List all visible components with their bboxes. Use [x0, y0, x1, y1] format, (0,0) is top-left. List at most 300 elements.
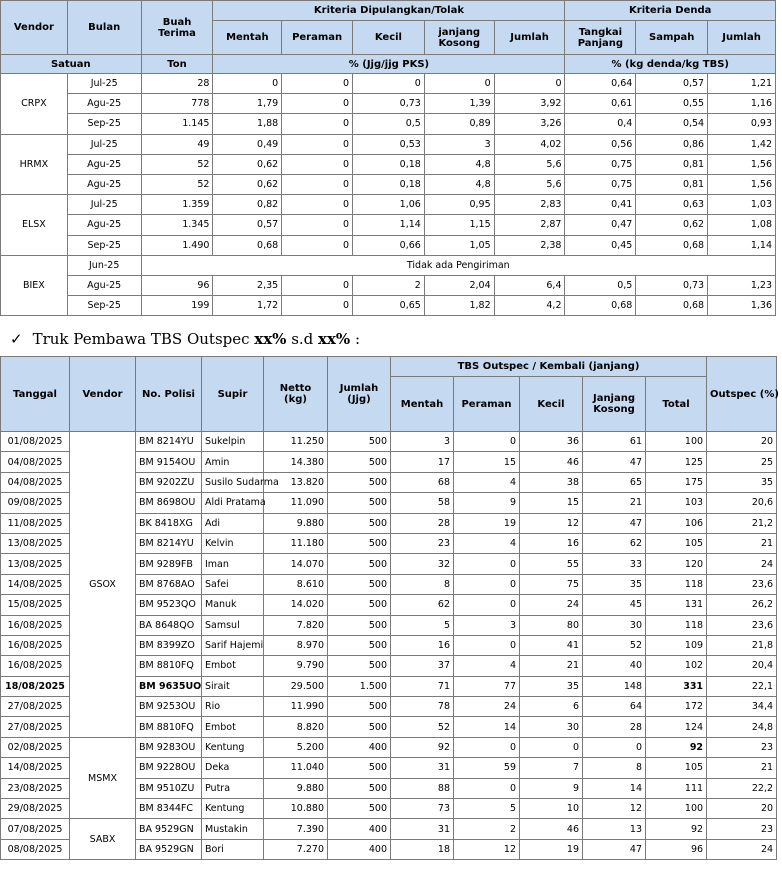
value-cell: 0: [282, 235, 353, 255]
value-cell: 7.820: [264, 615, 328, 635]
value-cell: 28: [141, 74, 213, 94]
driver-cell: Kelvin: [202, 533, 264, 553]
plate-cell: BM 9523QO: [136, 595, 202, 615]
value-cell: 0,81: [636, 154, 708, 174]
value-cell: 1,72: [213, 296, 282, 316]
value-cell: 0,5: [565, 275, 636, 295]
value-cell: 0,57: [213, 215, 282, 235]
value-cell: 17: [391, 452, 454, 472]
value-cell: 0: [282, 154, 353, 174]
value-cell: 0,82: [213, 195, 282, 215]
value-cell: 0: [282, 114, 353, 134]
value-cell: 0: [454, 778, 520, 798]
value-cell: 47: [583, 513, 646, 533]
value-cell: 29.500: [264, 676, 328, 696]
value-cell: 0,93: [708, 114, 776, 134]
value-cell: 1,82: [424, 296, 494, 316]
value-cell: 4: [454, 656, 520, 676]
section-caption: ✓ Truk Pembawa TBS Outspec xx% s.d xx% :: [10, 330, 361, 348]
value-cell: 14: [454, 717, 520, 737]
value-cell: 0: [454, 635, 520, 655]
vendor-name: HRMX: [1, 134, 68, 195]
value-cell: 0: [583, 737, 646, 757]
header-kriteria-denda: Kriteria Denda: [565, 1, 776, 21]
driver-cell: Amin: [202, 452, 264, 472]
rejection-criteria-table: [0, 0, 776, 316]
value-cell: 500: [328, 452, 391, 472]
value-cell: 0: [282, 74, 353, 94]
value-cell: 58: [391, 493, 454, 513]
value-cell: 0,89: [424, 114, 494, 134]
value-cell: 0: [454, 432, 520, 452]
value-cell: 500: [328, 432, 391, 452]
value-cell: 32: [391, 554, 454, 574]
value-cell: 109: [646, 635, 707, 655]
month-cell: Agu-25: [67, 215, 141, 235]
value-cell: 12: [454, 839, 520, 859]
value-cell: 80: [520, 615, 583, 635]
date-cell: 01/08/2025: [1, 432, 70, 452]
value-cell: 500: [328, 574, 391, 594]
col-mentah: Mentah: [391, 377, 454, 432]
date-cell: 09/08/2025: [1, 493, 70, 513]
col-total: Total: [646, 377, 707, 432]
header-kriteria-tolak: Kriteria Dipulangkan/Tolak: [213, 1, 565, 21]
value-cell: 55: [520, 554, 583, 574]
value-cell: 8: [391, 574, 454, 594]
value-cell: 3: [424, 134, 494, 154]
value-cell: 0,68: [565, 296, 636, 316]
value-cell: 31: [391, 758, 454, 778]
date-cell: 11/08/2025: [1, 513, 70, 533]
satuan-pct-kg: % (kg denda/kg TBS): [565, 55, 776, 74]
value-cell: 8.820: [264, 717, 328, 737]
header-tbs-outspec: TBS Outspec / Kembali (janjang): [391, 357, 707, 377]
no-delivery-note: Tidak ada Pengiriman: [141, 255, 775, 275]
value-cell: 103: [646, 493, 707, 513]
value-cell: 2,04: [424, 275, 494, 295]
value-cell: 0,41: [565, 195, 636, 215]
value-cell: 96: [141, 275, 213, 295]
value-cell: 0,65: [353, 296, 425, 316]
rejection-table-body: [1, 74, 776, 316]
value-cell: 31: [391, 819, 454, 839]
date-cell: 13/08/2025: [1, 554, 70, 574]
value-cell: 500: [328, 656, 391, 676]
vendor-name: ELSX: [1, 195, 68, 256]
value-cell: 30: [520, 717, 583, 737]
date-cell: 13/08/2025: [1, 533, 70, 553]
date-cell: 18/08/2025: [1, 676, 70, 696]
col-tangkai-panjang: Tangkai Panjang: [565, 21, 636, 55]
value-cell: 0,86: [636, 134, 708, 154]
value-cell: 0: [282, 134, 353, 154]
value-cell: 21: [707, 533, 777, 553]
value-cell: 118: [646, 615, 707, 635]
value-cell: 35: [520, 676, 583, 696]
value-cell: 0,53: [353, 134, 425, 154]
driver-cell: Kentung: [202, 799, 264, 819]
value-cell: 18: [391, 839, 454, 859]
value-cell: 125: [646, 452, 707, 472]
month-cell: Sep-25: [67, 114, 141, 134]
value-cell: 1,36: [708, 296, 776, 316]
value-cell: 118: [646, 574, 707, 594]
value-cell: 1.490: [141, 235, 213, 255]
plate-cell: BM 9635UO: [136, 676, 202, 696]
value-cell: 1,23: [708, 275, 776, 295]
value-cell: 0: [494, 74, 565, 94]
value-cell: 0,62: [213, 154, 282, 174]
value-cell: 21: [707, 758, 777, 778]
table-row: [1, 255, 776, 275]
value-cell: 331: [646, 676, 707, 696]
vendor-name: BIEX: [1, 255, 68, 316]
value-cell: 100: [646, 799, 707, 819]
value-cell: 5: [391, 615, 454, 635]
col-buah-terima: Buah Terima: [141, 1, 213, 55]
col-sampah: Sampah: [636, 21, 708, 55]
value-cell: 4: [454, 533, 520, 553]
value-cell: 62: [391, 595, 454, 615]
driver-cell: Rio: [202, 697, 264, 717]
col-jumlah-denda: Jumlah: [708, 21, 776, 55]
plate-cell: BM 9253OU: [136, 697, 202, 717]
value-cell: 45: [583, 595, 646, 615]
col-bulan: Bulan: [67, 1, 141, 55]
value-cell: 500: [328, 493, 391, 513]
value-cell: 24: [707, 839, 777, 859]
date-cell: 04/08/2025: [1, 452, 70, 472]
value-cell: 8: [583, 758, 646, 778]
value-cell: 500: [328, 799, 391, 819]
col-peraman: Peraman: [282, 21, 353, 55]
satuan-pct-jjg: % (Jjg/jjg PKS): [213, 55, 565, 74]
value-cell: 10: [520, 799, 583, 819]
driver-cell: Aldi Pratama: [202, 493, 264, 513]
value-cell: 14: [583, 778, 646, 798]
driver-cell: Kentung: [202, 737, 264, 757]
value-cell: 16: [391, 635, 454, 655]
value-cell: 4,02: [494, 134, 565, 154]
date-cell: 14/08/2025: [1, 758, 70, 778]
value-cell: 9: [454, 493, 520, 513]
value-cell: 15: [454, 452, 520, 472]
value-cell: 0,47: [565, 215, 636, 235]
value-cell: 3: [454, 615, 520, 635]
col-outspec: Outspec (%): [707, 357, 777, 432]
value-cell: 24: [520, 595, 583, 615]
value-cell: 1,14: [353, 215, 425, 235]
value-cell: 3,26: [494, 114, 565, 134]
value-cell: 1,42: [708, 134, 776, 154]
col-mentah: Mentah: [213, 21, 282, 55]
driver-cell: Susilo Sudarma: [202, 472, 264, 492]
table-row: [1, 74, 776, 94]
value-cell: 0,18: [353, 174, 425, 194]
value-cell: 12: [583, 799, 646, 819]
value-cell: 0,73: [353, 94, 425, 114]
table-row: [1, 114, 776, 134]
value-cell: 1,03: [708, 195, 776, 215]
value-cell: 0,56: [565, 134, 636, 154]
value-cell: 6,4: [494, 275, 565, 295]
value-cell: 73: [391, 799, 454, 819]
value-cell: 0,57: [636, 74, 708, 94]
month-cell: Agu-25: [67, 154, 141, 174]
satuan-ton: Ton: [141, 55, 213, 74]
value-cell: 500: [328, 635, 391, 655]
value-cell: 0,62: [636, 215, 708, 235]
value-cell: 0: [353, 74, 425, 94]
value-cell: 23: [391, 533, 454, 553]
value-cell: 8.610: [264, 574, 328, 594]
value-cell: 19: [454, 513, 520, 533]
value-cell: 102: [646, 656, 707, 676]
value-cell: 9.790: [264, 656, 328, 676]
value-cell: 71: [391, 676, 454, 696]
value-cell: 1,79: [213, 94, 282, 114]
value-cell: 19: [520, 839, 583, 859]
value-cell: 106: [646, 513, 707, 533]
vendor-name: SABX: [70, 819, 136, 860]
table-row: [1, 296, 776, 316]
value-cell: 0,75: [565, 154, 636, 174]
value-cell: 4,8: [424, 154, 494, 174]
month-cell: Jul-25: [67, 134, 141, 154]
value-cell: 38: [520, 472, 583, 492]
value-cell: 30: [583, 615, 646, 635]
date-cell: 29/08/2025: [1, 799, 70, 819]
value-cell: 7: [520, 758, 583, 778]
plate-cell: BM 8810FQ: [136, 656, 202, 676]
value-cell: 105: [646, 533, 707, 553]
month-cell: Agu-25: [67, 174, 141, 194]
value-cell: 35: [583, 574, 646, 594]
value-cell: 0,68: [636, 296, 708, 316]
value-cell: 1,88: [213, 114, 282, 134]
value-cell: 36: [520, 432, 583, 452]
driver-cell: Manuk: [202, 595, 264, 615]
date-cell: 14/08/2025: [1, 574, 70, 594]
value-cell: 400: [328, 819, 391, 839]
value-cell: 1,21: [708, 74, 776, 94]
value-cell: 1,56: [708, 154, 776, 174]
value-cell: 25: [707, 452, 777, 472]
value-cell: 23: [707, 819, 777, 839]
value-cell: 1,15: [424, 215, 494, 235]
value-cell: 1,06: [353, 195, 425, 215]
value-cell: 41: [520, 635, 583, 655]
value-cell: 23: [707, 737, 777, 757]
value-cell: 11.990: [264, 697, 328, 717]
value-cell: 14.020: [264, 595, 328, 615]
month-cell: Sep-25: [67, 296, 141, 316]
plate-cell: BM 9283OU: [136, 737, 202, 757]
value-cell: 92: [646, 819, 707, 839]
value-cell: 124: [646, 717, 707, 737]
outspec-truck-table: [0, 356, 777, 860]
value-cell: 1,16: [708, 94, 776, 114]
value-cell: 0,66: [353, 235, 425, 255]
table-row: [1, 275, 776, 295]
value-cell: 52: [391, 717, 454, 737]
col-tanggal: Tanggal: [1, 357, 70, 432]
value-cell: 120: [646, 554, 707, 574]
value-cell: 1.345: [141, 215, 213, 235]
value-cell: 0: [282, 215, 353, 235]
value-cell: 0,73: [636, 275, 708, 295]
value-cell: 111: [646, 778, 707, 798]
value-cell: 62: [583, 533, 646, 553]
value-cell: 778: [141, 94, 213, 114]
value-cell: 0: [282, 195, 353, 215]
month-cell: Sep-25: [67, 235, 141, 255]
date-cell: 16/08/2025: [1, 635, 70, 655]
value-cell: 33: [583, 554, 646, 574]
value-cell: 21: [520, 656, 583, 676]
value-cell: 34,4: [707, 697, 777, 717]
table-row: [1, 174, 776, 194]
driver-cell: Putra: [202, 778, 264, 798]
table-row: [1, 154, 776, 174]
value-cell: 52: [141, 154, 213, 174]
date-cell: 27/08/2025: [1, 717, 70, 737]
driver-cell: Embot: [202, 656, 264, 676]
value-cell: 37: [391, 656, 454, 676]
vendor-name: GSOX: [70, 432, 136, 738]
value-cell: 172: [646, 697, 707, 717]
driver-cell: Deka: [202, 758, 264, 778]
value-cell: 0,62: [213, 174, 282, 194]
plate-cell: BA 9529GN: [136, 839, 202, 859]
table-row: [1, 215, 776, 235]
value-cell: 23,6: [707, 574, 777, 594]
driver-cell: Samsul: [202, 615, 264, 635]
value-cell: 1,05: [424, 235, 494, 255]
col-kecil: Kecil: [353, 21, 425, 55]
month-cell: Jun-25: [67, 255, 141, 275]
value-cell: 5: [454, 799, 520, 819]
value-cell: 35: [707, 472, 777, 492]
value-cell: 11.040: [264, 758, 328, 778]
value-cell: 0,64: [565, 74, 636, 94]
col-vendor: Vendor: [70, 357, 136, 432]
value-cell: 20,6: [707, 493, 777, 513]
month-cell: Jul-25: [67, 74, 141, 94]
table-row: [1, 94, 776, 114]
date-cell: 15/08/2025: [1, 595, 70, 615]
value-cell: 21,2: [707, 513, 777, 533]
value-cell: 0,75: [565, 174, 636, 194]
value-cell: 6: [520, 697, 583, 717]
value-cell: 0: [282, 275, 353, 295]
driver-cell: Embot: [202, 717, 264, 737]
vendor-name: MSMX: [70, 737, 136, 819]
value-cell: 0,4: [565, 114, 636, 134]
value-cell: 131: [646, 595, 707, 615]
value-cell: 46: [520, 819, 583, 839]
table-row: [1, 235, 776, 255]
date-cell: 02/08/2025: [1, 737, 70, 757]
value-cell: 75: [520, 574, 583, 594]
date-cell: 16/08/2025: [1, 615, 70, 635]
value-cell: 1,08: [708, 215, 776, 235]
value-cell: 16: [520, 533, 583, 553]
value-cell: 61: [583, 432, 646, 452]
plate-cell: BM 8698OU: [136, 493, 202, 513]
value-cell: 47: [583, 839, 646, 859]
checkmark-icon: ✓: [10, 330, 23, 348]
value-cell: 5,6: [494, 154, 565, 174]
value-cell: 0: [520, 737, 583, 757]
col-jumlah: Jumlah: [494, 21, 565, 55]
plate-cell: BM 9202ZU: [136, 472, 202, 492]
table-row: [1, 134, 776, 154]
vendor-name: CRPX: [1, 74, 68, 135]
value-cell: 400: [328, 839, 391, 859]
value-cell: 20: [707, 432, 777, 452]
driver-cell: Sukelpin: [202, 432, 264, 452]
value-cell: 0,68: [636, 235, 708, 255]
value-cell: 500: [328, 615, 391, 635]
value-cell: 28: [391, 513, 454, 533]
date-cell: 16/08/2025: [1, 656, 70, 676]
value-cell: 8.970: [264, 635, 328, 655]
value-cell: 13: [583, 819, 646, 839]
outspec-table-body: [1, 432, 777, 860]
value-cell: 3: [391, 432, 454, 452]
value-cell: 500: [328, 472, 391, 492]
plate-cell: BK 8418XG: [136, 513, 202, 533]
plate-cell: BM 9154OU: [136, 452, 202, 472]
plate-cell: BM 9228OU: [136, 758, 202, 778]
value-cell: 0,55: [636, 94, 708, 114]
table-row: [1, 819, 777, 839]
value-cell: 88: [391, 778, 454, 798]
value-cell: 0,68: [213, 235, 282, 255]
value-cell: 47: [583, 452, 646, 472]
plate-cell: BM 8399ZO: [136, 635, 202, 655]
value-cell: 3,92: [494, 94, 565, 114]
driver-cell: Sarif Hajemi: [202, 635, 264, 655]
col-janjang-kosong: Janjang Kosong: [583, 377, 646, 432]
driver-cell: Bori: [202, 839, 264, 859]
month-cell: Jul-25: [67, 195, 141, 215]
plate-cell: BA 8648QO: [136, 615, 202, 635]
value-cell: 14.380: [264, 452, 328, 472]
value-cell: 0,18: [353, 154, 425, 174]
value-cell: 0,95: [424, 195, 494, 215]
value-cell: 26,2: [707, 595, 777, 615]
value-cell: 0: [454, 595, 520, 615]
plate-cell: BM 8214YU: [136, 533, 202, 553]
value-cell: 46: [520, 452, 583, 472]
value-cell: 22,2: [707, 778, 777, 798]
value-cell: 2,35: [213, 275, 282, 295]
value-cell: 92: [391, 737, 454, 757]
value-cell: 100: [646, 432, 707, 452]
value-cell: 0: [282, 94, 353, 114]
value-cell: 64: [583, 697, 646, 717]
value-cell: 96: [646, 839, 707, 859]
col-jumlah: Jumlah (Jjg): [328, 357, 391, 432]
value-cell: 400: [328, 737, 391, 757]
value-cell: 0: [282, 296, 353, 316]
value-cell: 7.390: [264, 819, 328, 839]
driver-cell: Mustakin: [202, 819, 264, 839]
value-cell: 0,49: [213, 134, 282, 154]
